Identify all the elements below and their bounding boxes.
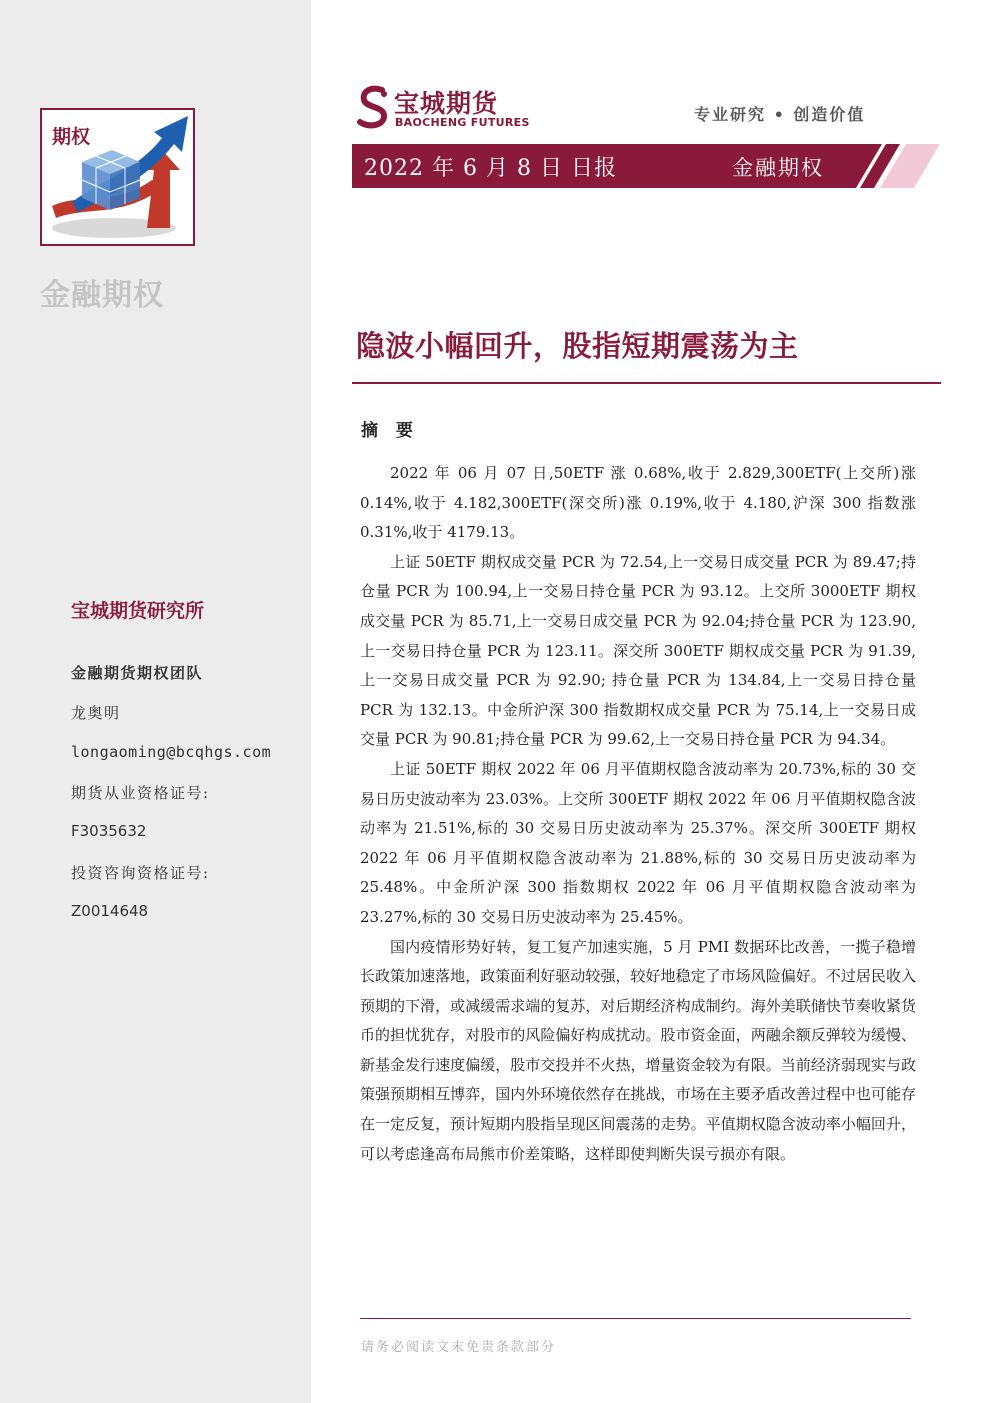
- brand-name-cn: 宝城期货: [394, 89, 499, 118]
- futures-cert-number: F3035632: [71, 822, 147, 840]
- report-category: 金融期权: [732, 156, 824, 180]
- team-name: 金融期货期权团队: [71, 664, 204, 682]
- paragraph-pcr: 上证 50ETF 期权成交量 PCR 为 72.54,上一交易日成交量 PCR 为 89.47;持仓量 PCR 为 100.94,上一交易日持仓量 PCR 为 93.12。上交所 3000ETF 期权成交量 PCR 为 85.71,上一交易日成交量 PCR 为 92.04;持仓量 PCR 为 123.90,上一交易日持仓量 PCR 为 123.11。深交所 300ETF 期权成交量 PCR 为 91.39,上一交易日成交量 PCR 为 92.90; 持仓量 PCR 为 134.84,上一交易日持仓量 PCR 为 132.13。中金所沪深 300 指数期权成交量 PCR 为 75.14,上一交易日成交量 PCR 为 90.81;持仓量 PCR 为 99.62,上一交易日持仓量 PCR 为 94.34。: [360, 552, 916, 749]
- paragraph-outlook: 国内疫情形势好转，复工复产加速实施，5 月 PMI 数据环比改善，一揽子稳增长政策加速落地，政策面利好驱动较强，较好地稳定了市场风险偏好。不过居民收入预期的下滑，或减缓需求端的复苏，对后期经济构成制约。海外美联储快节奏收紧货币的担忧犹存，对股市的风险偏好构成扰动。股市资金面，两融余额反弹较为缓慢、新基金发行速度偏缓，股市交投并不火热，增量资金较为有限。当前经济弱现实与政策强预期相互博弈，国内外环境依然存在挑战，市场在主要矛盾改善过程中也可能存在一定反复，预计短期内股指呈现区间震荡的走势。平值期权隐含波动率小幅回升，可以考虑逢高布局熊市价差策略，这样即使判断失误亏损亦有限。: [360, 937, 916, 1163]
- sidebar: [0, 0, 311, 1403]
- headline-divider: [352, 382, 941, 384]
- disclaimer-note: 请务必阅读文末免责条款部分: [361, 1340, 557, 1355]
- baocheng-logo-icon: [356, 84, 392, 130]
- paragraph-market: 2022 年 06 月 07 日,50ETF 涨 0.68%,收于 2.829,300ETF(上交所)涨 0.14%,收于 4.182,300ETF(深交所)涨 0.19%,收于 4.180,沪深 300 指数涨 0.31%,收于 4179.13。: [360, 464, 916, 542]
- summary-body: [360, 459, 916, 1169]
- consult-cert-number: Z0014648: [71, 902, 149, 920]
- author-name: 龙奥明: [71, 704, 121, 722]
- sidebar-title: 金融期权: [40, 278, 164, 313]
- summary-label: 摘 要: [361, 421, 419, 441]
- consult-cert-label: 投资咨询资格证号:: [71, 864, 210, 882]
- cover-tag: 期权: [52, 126, 91, 148]
- research-institute: 宝城期货研究所: [71, 600, 205, 622]
- futures-cert-label: 期货从业资格证号:: [71, 784, 210, 802]
- brand-name-en: BAOCHENG FUTURES: [395, 116, 530, 129]
- date-banner: [352, 144, 940, 188]
- author-email: longaoming@bcqhgs.com: [71, 743, 272, 761]
- brand-logo: [356, 84, 531, 132]
- slogan: 专业研究 • 创造价值: [694, 105, 866, 124]
- paragraph-volatility: 上证 50ETF 期权 2022 年 06 月平值期权隐含波动率为 20.73%,标的 30 交易日历史波动率为 23.03%。上交所 300ETF 期权 2022 年 06 月平值期权隐含波动率为 21.51%,标的 30 交易日历史波动率为 25.37%。深交所 300ETF 期权 2022 年 06 月平值期权隐含波动率为 21.88%,标的 30 交易日历史波动率为 25.48%。中金所沪深 300 指数期权 2022 年 06 月平值期权隐含波动率为 23.27%,标的 30 交易日历史波动率为 25.45%。: [360, 759, 916, 926]
- options-cover-image: [40, 108, 195, 246]
- report-headline: 隐波小幅回升，股指短期震荡为主: [356, 329, 799, 363]
- report-date: 2022 年 6 月 8 日 日报: [364, 156, 617, 181]
- footer-divider: [360, 1318, 911, 1319]
